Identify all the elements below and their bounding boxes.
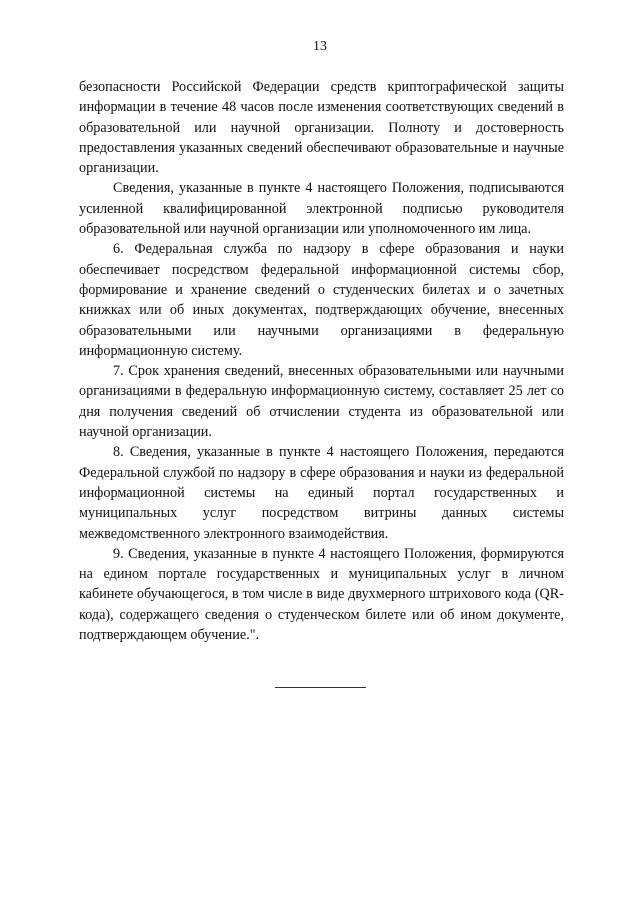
paragraph-item-6: 6. Федеральная служба по надзору в сфере образования и науки обеспечивает посредством федеральной информационной системы сбор, формирование и хранение сведений о студенческих билетах и о зачетных книжках или об иных документах, подтверждающих обучение, внесенных образовательными или научными организациями в федеральную информационную систему.: [79, 241, 564, 359]
end-separator-line: [275, 687, 366, 688]
document-body: [79, 77, 564, 645]
paragraph-item-8: 8. Сведения, указанные в пункте 4 настоящего Положения, передаются Федеральной службой по надзору в сфере образования и науки из федеральной информационной системы на единый портал государственных и муниципальных услуг посредством витрины данных системы межведомственного электронного взаимодействия.: [79, 444, 564, 542]
page-number: 13: [313, 39, 327, 54]
paragraph-item-7: 7. Срок хранения сведений, внесенных образовательными или научными организациями в федеральную информационную систему, составляет 25 лет со дня получения сведений об отчислении студента из образовательной или научной организации.: [79, 363, 564, 441]
paragraph-signature-requirement: Сведения, указанные в пункте 4 настоящего Положения, подписываются усиленной квалифицированной электронной подписью руководителя образовательной или научной организации или уполномоченного им лица.: [79, 180, 564, 238]
paragraph-continuation: безопасности Российской Федерации средств криптографической защиты информации в течение 48 часов после изменения соответствующих сведений в образовательной или научной организации. Полноту и достоверность предоставления указанных сведений обеспечивают образовательные и научные организации.: [79, 79, 564, 177]
paragraph-item-9: 9. Сведения, указанные в пункте 4 настоящего Положения, формируются на едином портале государственных и муниципальных услуг в личном кабинете обучающегося, в том числе в виде двухмерного штрихового кода (QR-кода), содержащего сведения о студенческом билете или об ином документе, подтверждающем обучение.".: [79, 545, 564, 644]
